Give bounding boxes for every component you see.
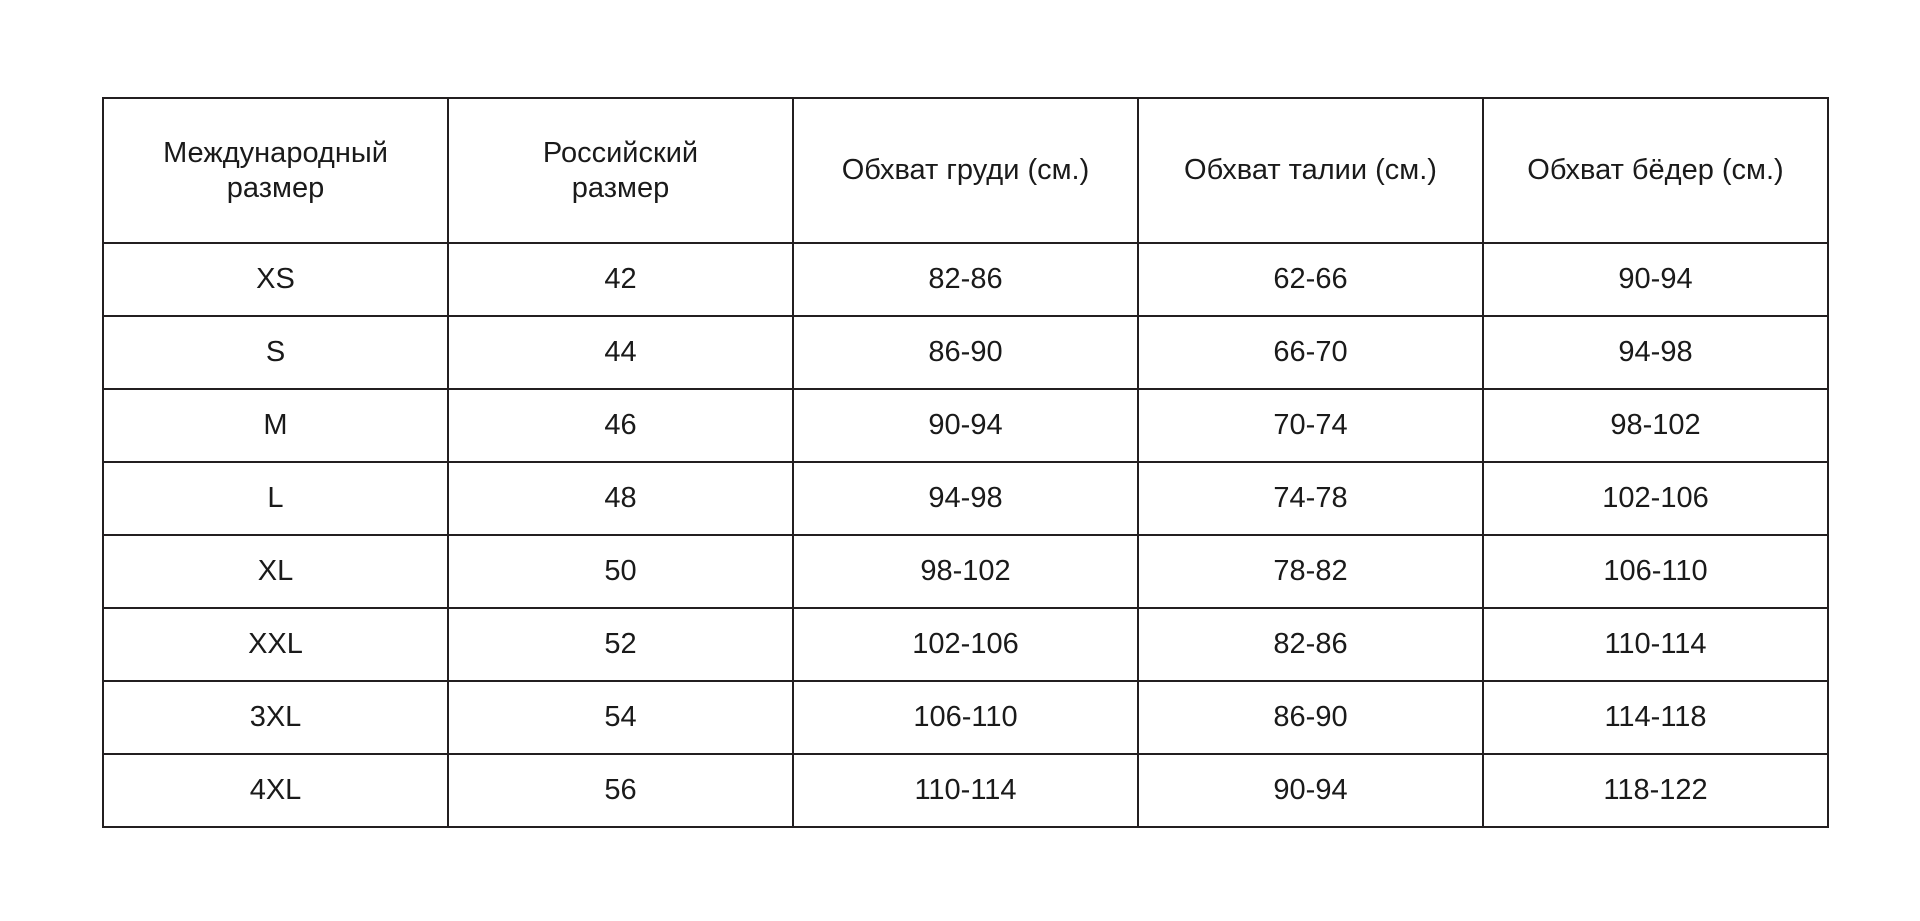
table-body [103, 243, 1828, 827]
table-row [103, 754, 1828, 827]
cell-chest: 106-110 [793, 681, 1138, 754]
table-row [103, 243, 1828, 316]
cell-waist: 62-66 [1138, 243, 1483, 316]
cell-waist: 74-78 [1138, 462, 1483, 535]
cell-russian-size: 42 [448, 243, 793, 316]
cell-russian-size: 52 [448, 608, 793, 681]
cell-hips: 94-98 [1483, 316, 1828, 389]
cell-hips: 114-118 [1483, 681, 1828, 754]
header-russian-size: Российский размер [448, 98, 793, 243]
cell-hips: 98-102 [1483, 389, 1828, 462]
cell-waist: 70-74 [1138, 389, 1483, 462]
header-chest: Обхват груди (см.) [793, 98, 1138, 243]
cell-international-size: XL [103, 535, 448, 608]
cell-chest: 102-106 [793, 608, 1138, 681]
header-international-size: Международный размер [103, 98, 448, 243]
cell-chest: 82-86 [793, 243, 1138, 316]
cell-international-size: 4XL [103, 754, 448, 827]
cell-waist: 78-82 [1138, 535, 1483, 608]
table-row [103, 389, 1828, 462]
cell-russian-size: 50 [448, 535, 793, 608]
cell-international-size: XS [103, 243, 448, 316]
table-row [103, 316, 1828, 389]
cell-chest: 110-114 [793, 754, 1138, 827]
cell-russian-size: 56 [448, 754, 793, 827]
table-row [103, 462, 1828, 535]
cell-chest: 90-94 [793, 389, 1138, 462]
cell-chest: 98-102 [793, 535, 1138, 608]
cell-international-size: L [103, 462, 448, 535]
cell-russian-size: 44 [448, 316, 793, 389]
cell-hips: 118-122 [1483, 754, 1828, 827]
cell-waist: 66-70 [1138, 316, 1483, 389]
cell-hips: 110-114 [1483, 608, 1828, 681]
cell-hips: 90-94 [1483, 243, 1828, 316]
cell-international-size: S [103, 316, 448, 389]
cell-chest: 94-98 [793, 462, 1138, 535]
cell-waist: 90-94 [1138, 754, 1483, 827]
cell-russian-size: 54 [448, 681, 793, 754]
table-row [103, 535, 1828, 608]
header-row [103, 98, 1828, 243]
cell-hips: 106-110 [1483, 535, 1828, 608]
header-hips: Обхват бёдер (см.) [1483, 98, 1828, 243]
cell-chest: 86-90 [793, 316, 1138, 389]
cell-international-size: XXL [103, 608, 448, 681]
cell-russian-size: 48 [448, 462, 793, 535]
cell-hips: 102-106 [1483, 462, 1828, 535]
table-row [103, 681, 1828, 754]
table-header [103, 98, 1828, 243]
cell-waist: 82-86 [1138, 608, 1483, 681]
header-waist: Обхват талии (см.) [1138, 98, 1483, 243]
table-row [103, 608, 1828, 681]
cell-russian-size: 46 [448, 389, 793, 462]
size-chart-table [102, 97, 1829, 828]
cell-international-size: M [103, 389, 448, 462]
cell-waist: 86-90 [1138, 681, 1483, 754]
cell-international-size: 3XL [103, 681, 448, 754]
